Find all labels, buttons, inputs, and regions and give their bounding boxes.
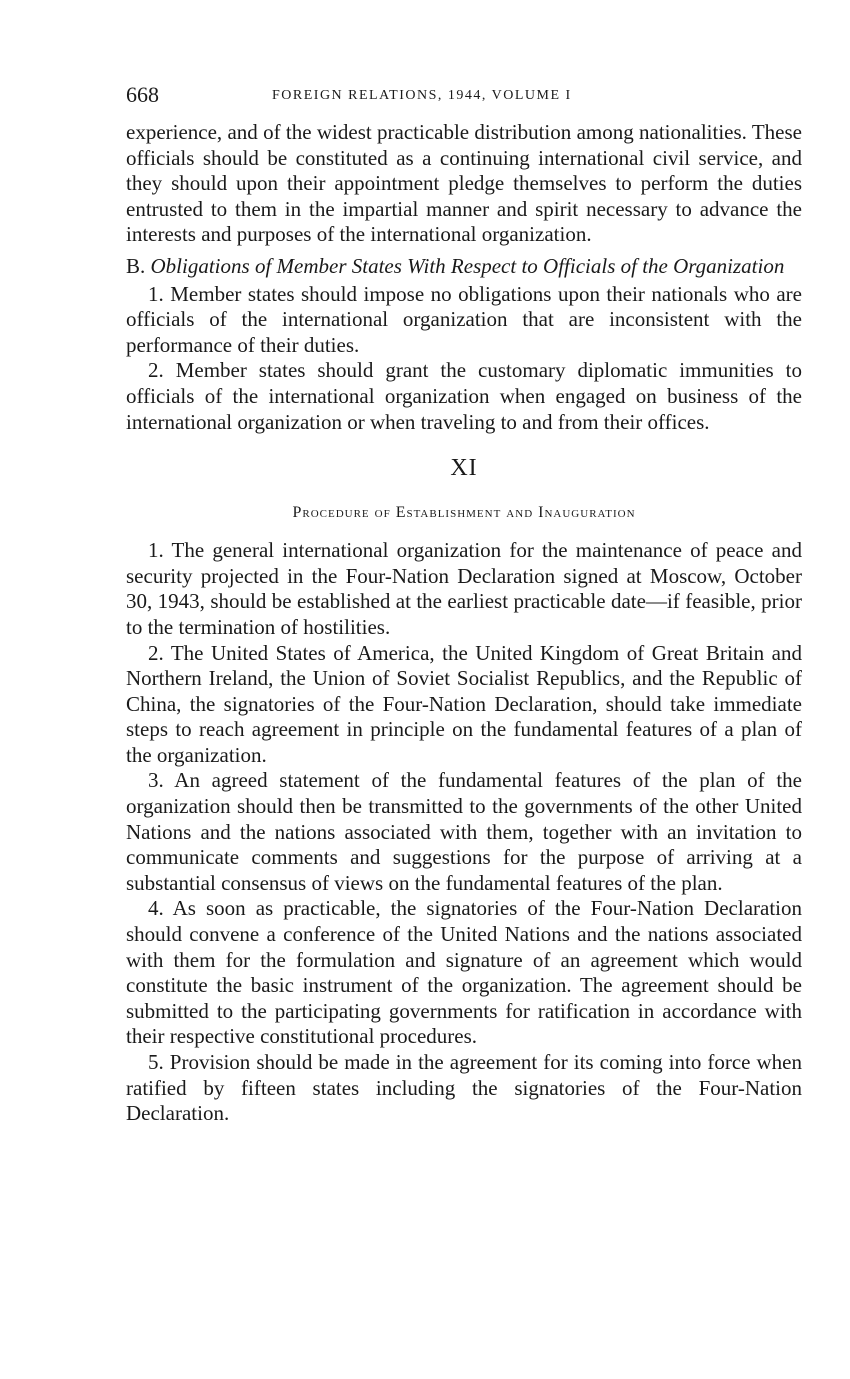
section-xi-paragraph-1: 1. The general international organization for the maintenance of peace and security projected in the Four-Nation Declaration signed at Moscow, October 30, 1943, should be established at the earliest practicable date—if feasible, prior to the termination of hostilities. (126, 538, 802, 639)
section-xi-paragraph-2: 2. The United States of America, the United Kingdom of Great Britain and Northern Ireland, the Union of Soviet Socialist Republics, and the Republic of China, the signatories of the Four-Nation Declaration, should take immediate steps to reach agreement in principle on the fundamental features of a plan of the organization. (126, 640, 802, 767)
opening-paragraph: experience, and of the widest practicable distribution among nationalities. These officials should be constituted as a continuing international civil service, and they should upon their appointment pledge themselves to perform the duties entrusted to them in the impartial manner and spirit necessary to advance the interests and purposes of the international organization. (126, 120, 802, 247)
section-b-label: B. (126, 253, 146, 278)
section-numeral: XI (450, 455, 478, 482)
section-xi-paragraph-5: 5. Provision should be made in the agreement for its coming into force when ratified by fifteen states including the signatories of the Four-Nation Declaration. (126, 1050, 802, 1126)
section-b-paragraph-2: 2. Member states should grant the customary diplomatic immunities to officials of the international organization when engaged on business of the international organization or when traveling to and from their offices. (126, 358, 802, 434)
section-xi-paragraph-3: 3. An agreed statement of the fundamental features of the plan of the organization should then be transmitted to the governments of the other United Nations and the nations associated with them, together with an invitation to communicate comments and suggestions for the purpose of arriving at a substantial consensus of views on the fundamental features of the plan. (126, 768, 802, 895)
section-b-title: Obligations of Member States With Respect to Officials of the Organization (150, 253, 785, 278)
page-number: 668 (126, 82, 159, 107)
document-page (126, 78, 802, 1127)
section-b-heading (126, 254, 802, 280)
section-xi-heading: Procedure of Establishment and Inauguration (292, 504, 636, 522)
section-xi-paragraph-4: 4. As soon as practicable, the signatories of the Four-Nation Declaration should convene a conference of the United Nations and the nations associated with them for the formulation and signature of an agreement which would constitute the basic instrument of the organization. The agreement should be submitted to the participating governments for ratification in accordance with their respective constitutional procedures. (126, 896, 802, 1049)
section-b-paragraph-1: 1. Member states should impose no obligations upon their nationals who are officials of the international organization that are inconsistent with the performance of their duties. (126, 281, 802, 357)
running-header (126, 78, 802, 114)
running-title: FOREIGN RELATIONS, 1944, VOLUME I (272, 88, 572, 103)
